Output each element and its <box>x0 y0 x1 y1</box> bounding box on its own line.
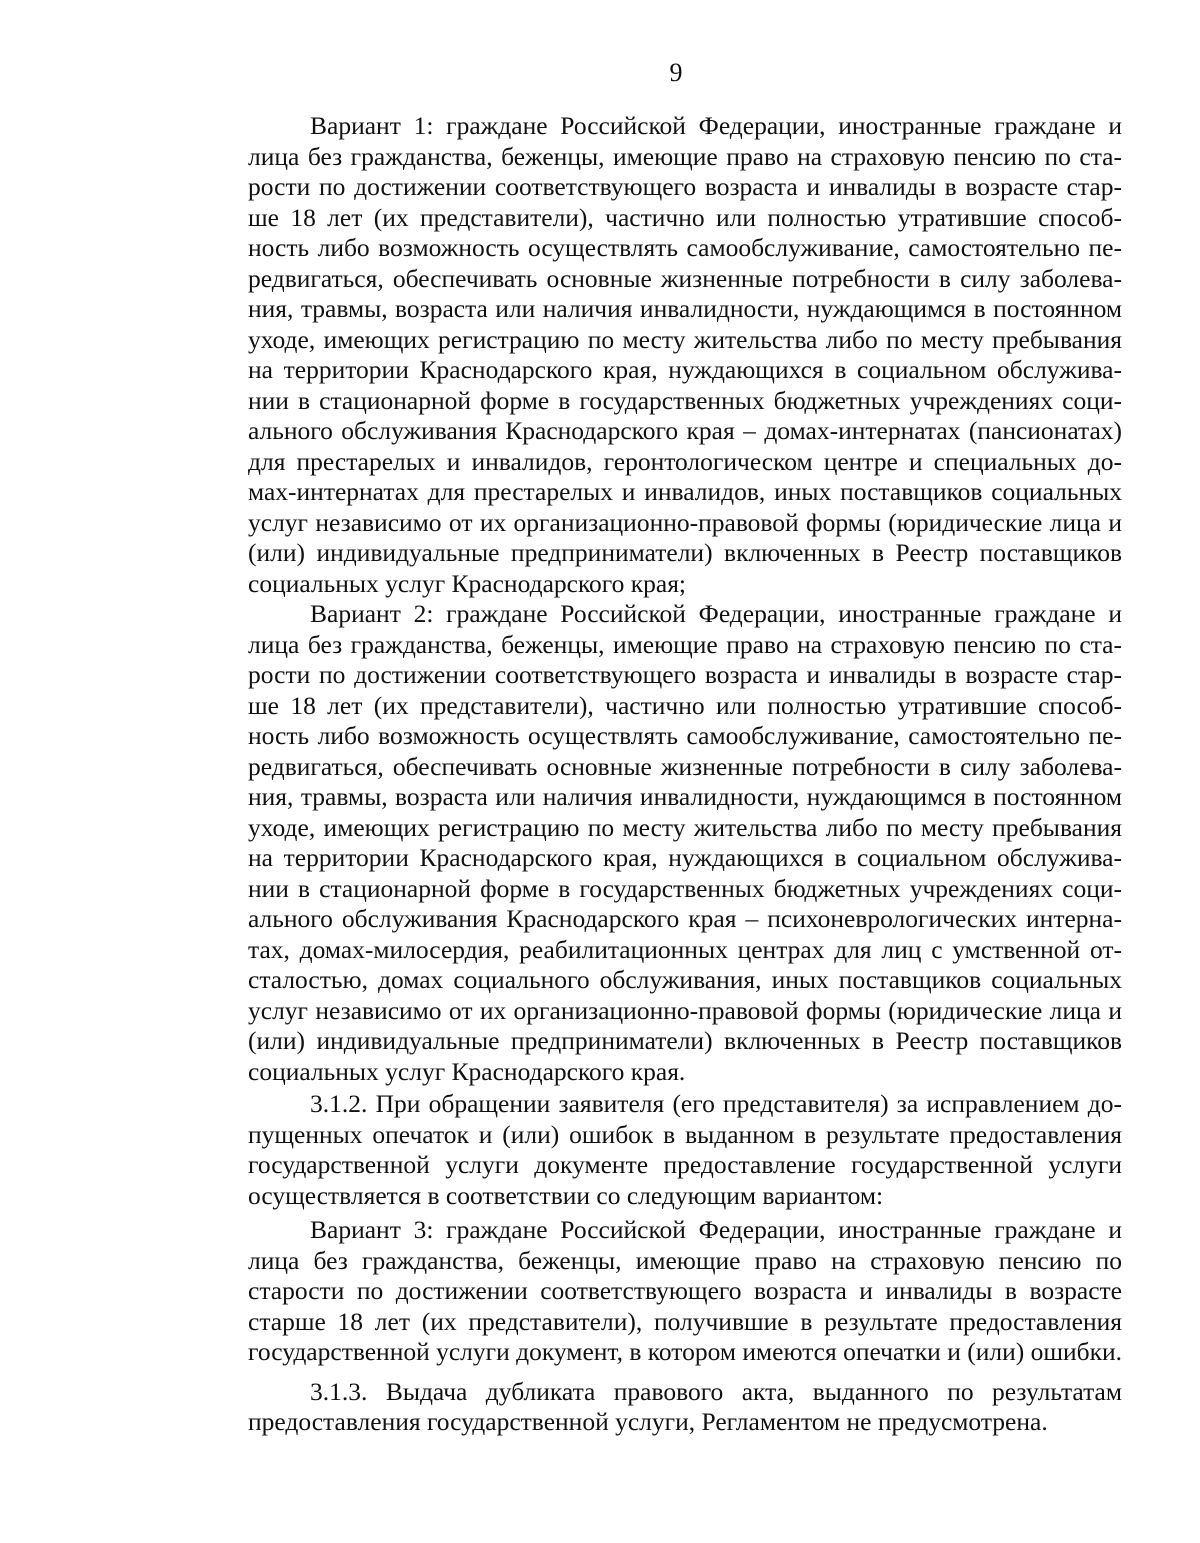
paragraph-variant-2: Вариант 2: граждане Российской Федерации, иностранные граждане и лица без гражданства, беженцы, имеющие право на страховую пенсию по старости по достижении соответствующего возраста и инвалиды в возрасте старше 18 лет (их представители), частично или полностью утратившие способность либо возможность осуществлять самообслуживание, самостоятельно передвигаться, обеспечивать основные жизненные потребности в силу заболевания, травмы, возраста или наличия инвалидности, нуждающимся в постоянном уходе, имеющих регистрацию по месту жительства либо по месту пребывания на территории Краснодарского края, нуждающихся в социальном обслуживании в стационарной форме в государственных бюджетных учреждениях социального обслуживания Краснодарского края – психоневрологических интернатах, домах-милосердия, реабилитационных центрах для лиц с умственной отсталостью, домах социального обслуживания, иных поставщиков социальных услуг независимо от их организационно-правовой формы (юридические лица и (или) индивидуальные предприниматели) включенных в Реестр поставщиков социальных услуг Краснодарского края. <box>248 599 1122 1086</box>
paragraph-3-1-3: 3.1.3. Выдача дубликата правового акта, выданного по результатам предоставления государственной услуги, Регламентом не предусмотрена. <box>248 1376 1122 1436</box>
page-number: 9 <box>669 58 683 87</box>
paragraph-variant-1: Вариант 1: граждане Российской Федерации, иностранные граждане и лица без гражданства, беженцы, имеющие право на страховую пенсию по старости по достижении соответствующего возраста и инвалиды в возрасте старше 18 лет (их представители), частично или полностью утратившие способность либо возможность осуществлять самообслуживание, самостоятельно передвигаться, обеспечивать основные жизненные потребности в силу заболевания, травмы, возраста или наличия инвалидности, нуждающимся в постоянном уходе, имеющих регистрацию по месту жительства либо по месту пребывания на территории Краснодарского края, нуждающихся в социальном обслуживании в стационарной форме в государственных бюджетных учреждениях социального обслуживания Краснодарского края – домах-интернатах (пансионатах) для престарелых и инвалидов, геронтологическом центре и специальных домах-интернатах для престарелых и инвалидов, иных поставщиков социальных услуг независимо от их организационно-правовой формы (юридические лица и (или) индивидуальные предприниматели) включенных в Реестр поставщиков социальных услуг Краснодарского края; <box>248 111 1122 598</box>
paragraph-3-1-2: 3.1.2. При обращении заявителя (его представителя) за исправлением допущенных опечаток и (или) ошибок в выданном в результате предоставления государственной услуги документе предоставление государственной услуги осуществляется в соответствии со следующим вариантом: <box>248 1089 1122 1210</box>
paragraph-variant-3: Вариант 3: граждане Российской Федерации, иностранные граждане и лица без гражданства, беженцы, имеющие право на страховую пенсию по старости по достижении соответствующего возраста и инвалиды в возрасте старше 18 лет (их представители), получившие в результате предоставления государственной услуги документ, в котором имеются опечатки и (или) ошибки. <box>248 1215 1123 1366</box>
document-body <box>248 111 1122 1438</box>
